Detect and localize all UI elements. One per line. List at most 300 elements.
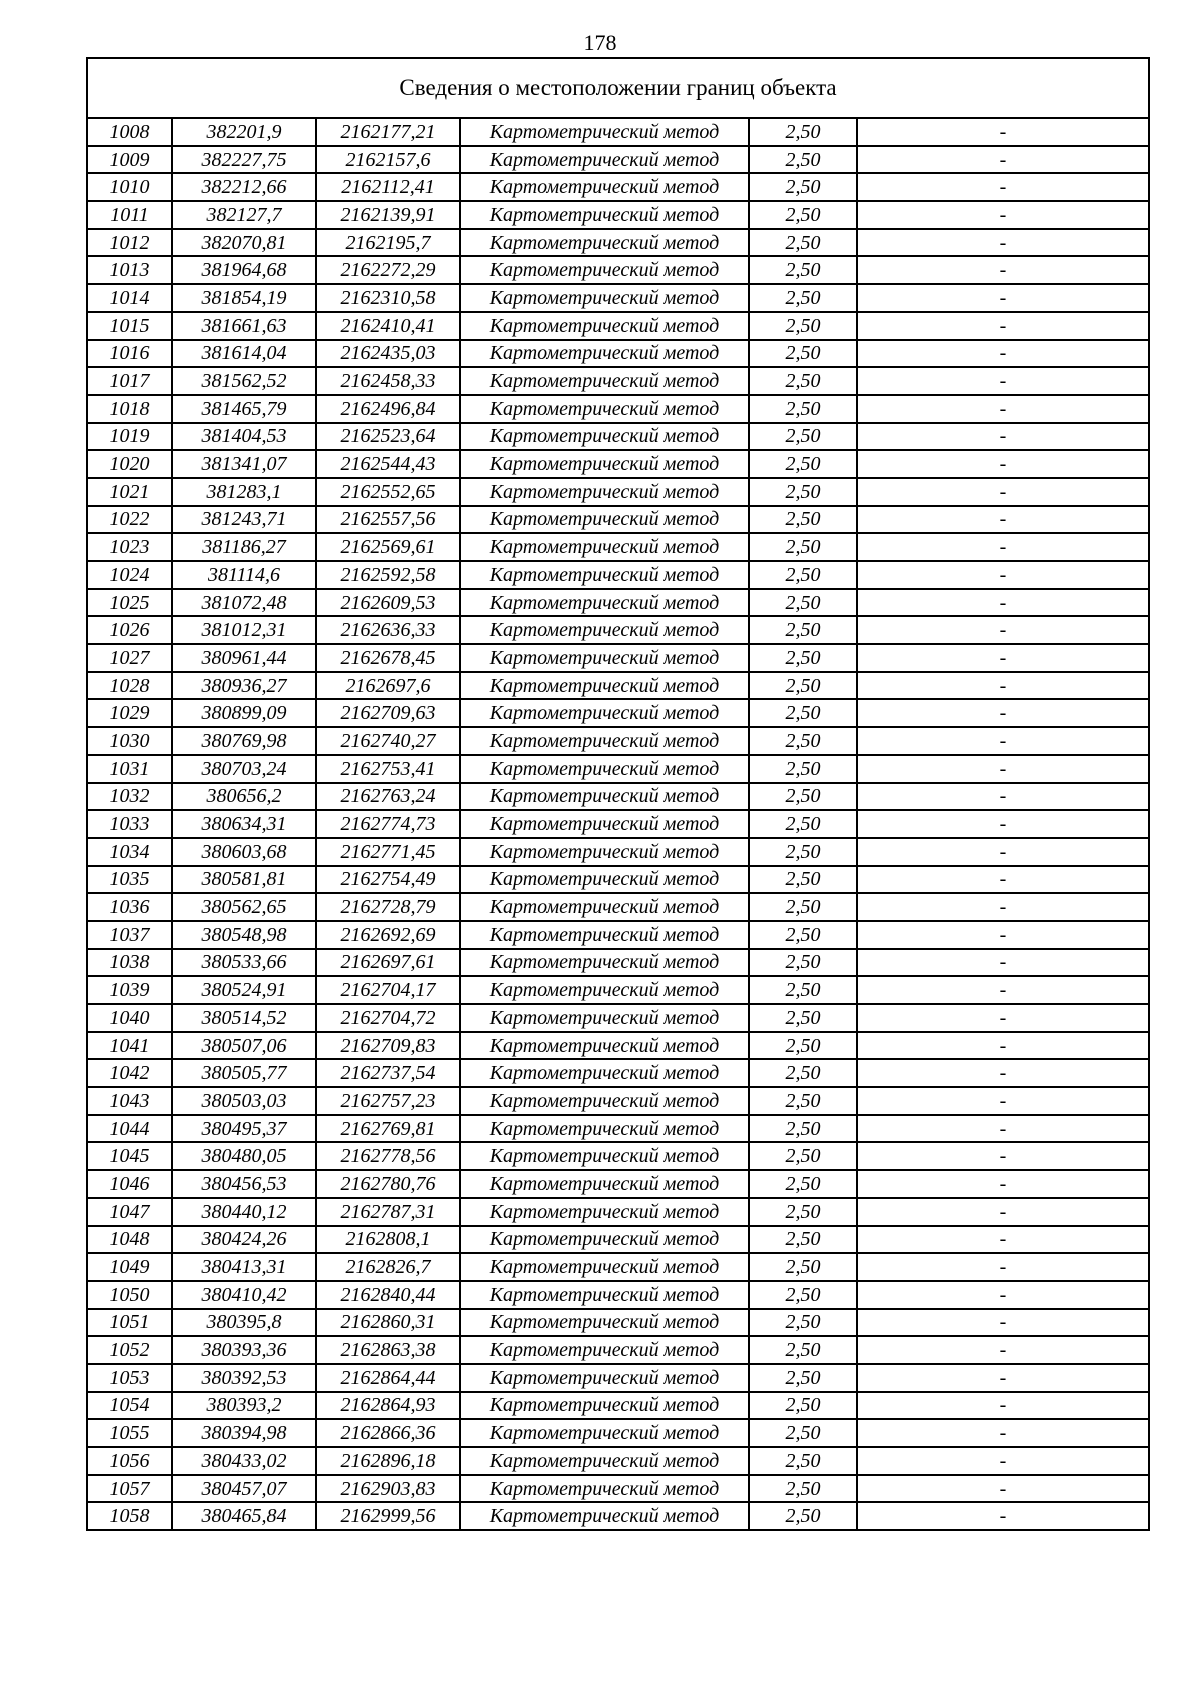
table-row [87,1447,1149,1475]
cell-coord-y: 2162728,79 [316,893,460,921]
cell-coord-y: 2162753,41 [316,755,460,783]
table-row [87,755,1149,783]
cell-coord-x: 380562,65 [172,893,316,921]
table-row [87,1392,1149,1420]
cell-coord-x: 381404,53 [172,423,316,451]
cell-coord-x: 381243,71 [172,506,316,534]
cell-point-number: 1050 [87,1281,172,1309]
cell-point-number: 1035 [87,866,172,894]
cell-point-number: 1014 [87,284,172,312]
table-row [87,1309,1149,1337]
cell-coord-y: 2162697,6 [316,672,460,700]
cell-coord-y: 2162112,41 [316,173,460,201]
cell-method: Картометрический метод [460,146,749,174]
cell-coord-y: 2162840,44 [316,1281,460,1309]
cell-precision: 2,50 [749,423,857,451]
cell-point-number: 1033 [87,810,172,838]
table-row [87,229,1149,257]
cell-method: Картометрический метод [460,1336,749,1364]
cell-note: - [857,1087,1149,1115]
cell-coord-x: 380634,31 [172,810,316,838]
cell-method: Картометрический метод [460,1447,749,1475]
cell-coord-y: 2162636,33 [316,616,460,644]
cell-precision: 2,50 [749,1475,857,1503]
cell-coord-y: 2162780,76 [316,1170,460,1198]
table-row [87,201,1149,229]
cell-point-number: 1044 [87,1115,172,1143]
cell-method: Картометрический метод [460,478,749,506]
cell-note: - [857,644,1149,672]
cell-precision: 2,50 [749,506,857,534]
cell-precision: 2,50 [749,561,857,589]
table-row [87,173,1149,201]
cell-note: - [857,1004,1149,1032]
cell-method: Картометрический метод [460,727,749,755]
cell-coord-x: 380936,27 [172,672,316,700]
cell-precision: 2,50 [749,1419,857,1447]
cell-coord-x: 381465,79 [172,395,316,423]
cell-coord-y: 2162896,18 [316,1447,460,1475]
cell-coord-x: 380899,09 [172,699,316,727]
table-row [87,478,1149,506]
cell-point-number: 1015 [87,312,172,340]
table-header-row [87,58,1149,118]
cell-coord-y: 2162544,43 [316,450,460,478]
cell-coord-x: 380703,24 [172,755,316,783]
cell-method: Картометрический метод [460,783,749,811]
cell-coord-x: 380424,26 [172,1226,316,1254]
cell-note: - [857,921,1149,949]
cell-method: Картометрический метод [460,838,749,866]
cell-point-number: 1045 [87,1142,172,1170]
cell-precision: 2,50 [749,450,857,478]
table-row [87,533,1149,561]
cell-method: Картометрический метод [460,1115,749,1143]
cell-precision: 2,50 [749,367,857,395]
cell-coord-x: 382127,7 [172,201,316,229]
cell-note: - [857,312,1149,340]
cell-method: Картометрический метод [460,1198,749,1226]
table-row [87,1059,1149,1087]
cell-coord-x: 380410,42 [172,1281,316,1309]
cell-point-number: 1031 [87,755,172,783]
cell-point-number: 1017 [87,367,172,395]
cell-point-number: 1051 [87,1309,172,1337]
table-row [87,589,1149,617]
cell-note: - [857,1475,1149,1503]
cell-method: Картометрический метод [460,173,749,201]
cell-note: - [857,672,1149,700]
cell-method: Картометрический метод [460,367,749,395]
cell-method: Картометрический метод [460,533,749,561]
cell-coord-x: 380603,68 [172,838,316,866]
cell-coord-x: 381072,48 [172,589,316,617]
table-row [87,450,1149,478]
cell-precision: 2,50 [749,589,857,617]
cell-method: Картометрический метод [460,284,749,312]
table-row [87,727,1149,755]
cell-precision: 2,50 [749,976,857,1004]
cell-method: Картометрический метод [460,506,749,534]
table-row [87,118,1149,146]
cell-coord-x: 382070,81 [172,229,316,257]
cell-precision: 2,50 [749,1004,857,1032]
cell-note: - [857,1309,1149,1337]
table-row [87,506,1149,534]
cell-point-number: 1024 [87,561,172,589]
cell-coord-x: 380440,12 [172,1198,316,1226]
cell-point-number: 1043 [87,1087,172,1115]
cell-note: - [857,1336,1149,1364]
cell-note: - [857,506,1149,534]
cell-method: Картометрический метод [460,755,749,783]
cell-coord-y: 2162787,31 [316,1198,460,1226]
table-row [87,699,1149,727]
cell-precision: 2,50 [749,146,857,174]
cell-precision: 2,50 [749,810,857,838]
cell-point-number: 1032 [87,783,172,811]
cell-coord-y: 2162592,58 [316,561,460,589]
cell-coord-x: 381341,07 [172,450,316,478]
cell-precision: 2,50 [749,1059,857,1087]
cell-coord-x: 380524,91 [172,976,316,1004]
cell-coord-y: 2162523,64 [316,423,460,451]
cell-method: Картометрический метод [460,644,749,672]
cell-coord-x: 380465,84 [172,1502,316,1530]
cell-precision: 2,50 [749,1392,857,1420]
cell-coord-x: 380456,53 [172,1170,316,1198]
cell-method: Картометрический метод [460,1170,749,1198]
cell-note: - [857,589,1149,617]
cell-coord-x: 380457,07 [172,1475,316,1503]
cell-precision: 2,50 [749,1253,857,1281]
cell-method: Картометрический метод [460,976,749,1004]
cell-point-number: 1048 [87,1226,172,1254]
table-row [87,284,1149,312]
cell-coord-y: 2162496,84 [316,395,460,423]
cell-point-number: 1039 [87,976,172,1004]
cell-coord-x: 380495,37 [172,1115,316,1143]
cell-method: Картометрический метод [460,201,749,229]
cell-method: Картометрический метод [460,340,749,368]
cell-note: - [857,118,1149,146]
cell-note: - [857,838,1149,866]
cell-method: Картометрический метод [460,256,749,284]
cell-method: Картометрический метод [460,1281,749,1309]
cell-coord-y: 2162999,56 [316,1502,460,1530]
cell-note: - [857,1392,1149,1420]
table-row [87,1115,1149,1143]
cell-precision: 2,50 [749,1364,857,1392]
cell-point-number: 1010 [87,173,172,201]
cell-coord-x: 381283,1 [172,478,316,506]
cell-coord-y: 2162692,69 [316,921,460,949]
cell-coord-x: 381012,31 [172,616,316,644]
cell-precision: 2,50 [749,1170,857,1198]
cell-coord-y: 2162557,56 [316,506,460,534]
table-row [87,561,1149,589]
cell-method: Картометрический метод [460,1142,749,1170]
table-row [87,1226,1149,1254]
cell-precision: 2,50 [749,1309,857,1337]
cell-coord-x: 381562,52 [172,367,316,395]
cell-note: - [857,423,1149,451]
cell-method: Картометрический метод [460,921,749,949]
cell-coord-x: 382212,66 [172,173,316,201]
cell-method: Картометрический метод [460,450,749,478]
cell-point-number: 1049 [87,1253,172,1281]
cell-precision: 2,50 [749,838,857,866]
cell-coord-x: 381964,68 [172,256,316,284]
table-row [87,1336,1149,1364]
cell-precision: 2,50 [749,395,857,423]
cell-coord-x: 380503,03 [172,1087,316,1115]
cell-note: - [857,1142,1149,1170]
cell-method: Картометрический метод [460,1309,749,1337]
cell-coord-x: 380548,98 [172,921,316,949]
page-number: 178 [583,30,617,55]
cell-method: Картометрический метод [460,672,749,700]
cell-note: - [857,1502,1149,1530]
cell-method: Картометрический метод [460,866,749,894]
cell-coord-x: 380393,36 [172,1336,316,1364]
cell-point-number: 1053 [87,1364,172,1392]
cell-note: - [857,367,1149,395]
cell-method: Картометрический метод [460,1419,749,1447]
cell-note: - [857,478,1149,506]
table-row [87,644,1149,672]
cell-coord-y: 2162769,81 [316,1115,460,1143]
cell-precision: 2,50 [749,1336,857,1364]
cell-precision: 2,50 [749,949,857,977]
cell-coord-y: 2162272,29 [316,256,460,284]
cell-coord-x: 380393,2 [172,1392,316,1420]
cell-coord-y: 2162709,83 [316,1032,460,1060]
cell-note: - [857,976,1149,1004]
cell-point-number: 1020 [87,450,172,478]
cell-precision: 2,50 [749,699,857,727]
cell-coord-x: 380413,31 [172,1253,316,1281]
cell-coord-y: 2162177,21 [316,118,460,146]
cell-coord-x: 381114,6 [172,561,316,589]
cell-point-number: 1037 [87,921,172,949]
cell-note: - [857,533,1149,561]
cell-method: Картометрический метод [460,1004,749,1032]
cell-coord-y: 2162435,03 [316,340,460,368]
cell-coord-y: 2162864,93 [316,1392,460,1420]
cell-method: Картометрический метод [460,118,749,146]
cell-coord-y: 2162903,83 [316,1475,460,1503]
cell-precision: 2,50 [749,1142,857,1170]
table-row [87,921,1149,949]
cell-note: - [857,783,1149,811]
cell-note: - [857,699,1149,727]
table-row [87,783,1149,811]
table-row [87,672,1149,700]
cell-point-number: 1046 [87,1170,172,1198]
cell-note: - [857,284,1149,312]
cell-point-number: 1018 [87,395,172,423]
cell-precision: 2,50 [749,533,857,561]
cell-method: Картометрический метод [460,699,749,727]
cell-precision: 2,50 [749,478,857,506]
cell-note: - [857,1226,1149,1254]
cell-point-number: 1034 [87,838,172,866]
cell-coord-x: 380514,52 [172,1004,316,1032]
cell-precision: 2,50 [749,1115,857,1143]
cell-coord-x: 380656,2 [172,783,316,811]
cell-coord-y: 2162863,38 [316,1336,460,1364]
table-row [87,146,1149,174]
cell-precision: 2,50 [749,1087,857,1115]
cell-note: - [857,561,1149,589]
cell-precision: 2,50 [749,783,857,811]
cell-method: Картометрический метод [460,229,749,257]
cell-point-number: 1030 [87,727,172,755]
table-row [87,1198,1149,1226]
table-row [87,312,1149,340]
cell-point-number: 1009 [87,146,172,174]
cell-method: Картометрический метод [460,1475,749,1503]
table-body [87,58,1149,1530]
cell-point-number: 1042 [87,1059,172,1087]
cell-note: - [857,1419,1149,1447]
cell-precision: 2,50 [749,1032,857,1060]
cell-point-number: 1040 [87,1004,172,1032]
cell-coord-y: 2162310,58 [316,284,460,312]
table-row [87,1502,1149,1530]
cell-precision: 2,50 [749,1198,857,1226]
cell-coord-y: 2162195,7 [316,229,460,257]
cell-method: Картометрический метод [460,1087,749,1115]
cell-coord-y: 2162709,63 [316,699,460,727]
cell-note: - [857,893,1149,921]
cell-point-number: 1052 [87,1336,172,1364]
table-row [87,616,1149,644]
cell-note: - [857,1115,1149,1143]
cell-note: - [857,727,1149,755]
table-row [87,1364,1149,1392]
cell-precision: 2,50 [749,284,857,312]
cell-note: - [857,1032,1149,1060]
cell-coord-y: 2162704,72 [316,1004,460,1032]
cell-coord-y: 2162866,36 [316,1419,460,1447]
cell-precision: 2,50 [749,616,857,644]
cell-coord-y: 2162754,49 [316,866,460,894]
table-row [87,1281,1149,1309]
table-row [87,866,1149,894]
cell-point-number: 1057 [87,1475,172,1503]
cell-coord-x: 380394,98 [172,1419,316,1447]
cell-method: Картометрический метод [460,1059,749,1087]
cell-note: - [857,616,1149,644]
cell-method: Картометрический метод [460,423,749,451]
cell-coord-y: 2162864,44 [316,1364,460,1392]
cell-point-number: 1041 [87,1032,172,1060]
cell-coord-y: 2162697,61 [316,949,460,977]
cell-note: - [857,229,1149,257]
cell-coord-x: 381614,04 [172,340,316,368]
cell-precision: 2,50 [749,893,857,921]
cell-precision: 2,50 [749,340,857,368]
cell-method: Картометрический метод [460,1364,749,1392]
table-row [87,1032,1149,1060]
cell-point-number: 1011 [87,201,172,229]
cell-precision: 2,50 [749,201,857,229]
cell-coord-y: 2162860,31 [316,1309,460,1337]
cell-point-number: 1036 [87,893,172,921]
cell-coord-x: 380392,53 [172,1364,316,1392]
cell-coord-x: 381854,19 [172,284,316,312]
cell-method: Картометрический метод [460,1502,749,1530]
cell-precision: 2,50 [749,672,857,700]
cell-coord-x: 380505,77 [172,1059,316,1087]
cell-precision: 2,50 [749,866,857,894]
cell-coord-y: 2162139,91 [316,201,460,229]
cell-coord-y: 2162778,56 [316,1142,460,1170]
cell-precision: 2,50 [749,921,857,949]
cell-coord-y: 2162157,6 [316,146,460,174]
cell-precision: 2,50 [749,173,857,201]
cell-coord-x: 380581,81 [172,866,316,894]
cell-note: - [857,810,1149,838]
cell-coord-y: 2162552,65 [316,478,460,506]
cell-coord-y: 2162569,61 [316,533,460,561]
cell-note: - [857,173,1149,201]
cell-point-number: 1016 [87,340,172,368]
table-row [87,838,1149,866]
cell-coord-y: 2162771,45 [316,838,460,866]
cell-coord-y: 2162757,23 [316,1087,460,1115]
cell-coord-y: 2162808,1 [316,1226,460,1254]
cell-precision: 2,50 [749,256,857,284]
table-row [87,423,1149,451]
cell-point-number: 1027 [87,644,172,672]
cell-method: Картометрический метод [460,312,749,340]
cell-point-number: 1028 [87,672,172,700]
cell-note: - [857,256,1149,284]
cell-coord-y: 2162763,24 [316,783,460,811]
table-row [87,1475,1149,1503]
table-row [87,976,1149,1004]
cell-point-number: 1056 [87,1447,172,1475]
cell-coord-y: 2162737,54 [316,1059,460,1087]
cell-coord-y: 2162740,27 [316,727,460,755]
cell-note: - [857,450,1149,478]
table-row [87,367,1149,395]
cell-coord-x: 380480,05 [172,1142,316,1170]
cell-coord-y: 2162826,7 [316,1253,460,1281]
cell-point-number: 1055 [87,1419,172,1447]
cell-coord-x: 382201,9 [172,118,316,146]
cell-coord-x: 381661,63 [172,312,316,340]
cell-precision: 2,50 [749,118,857,146]
cell-note: - [857,340,1149,368]
cell-method: Картометрический метод [460,893,749,921]
cell-coord-x: 380961,44 [172,644,316,672]
cell-precision: 2,50 [749,1226,857,1254]
cell-point-number: 1022 [87,506,172,534]
cell-method: Картометрический метод [460,949,749,977]
cell-note: - [857,1281,1149,1309]
cell-point-number: 1029 [87,699,172,727]
table-row [87,256,1149,284]
table-row [87,1419,1149,1447]
cell-precision: 2,50 [749,1281,857,1309]
cell-coord-y: 2162678,45 [316,644,460,672]
cell-point-number: 1023 [87,533,172,561]
cell-note: - [857,1059,1149,1087]
